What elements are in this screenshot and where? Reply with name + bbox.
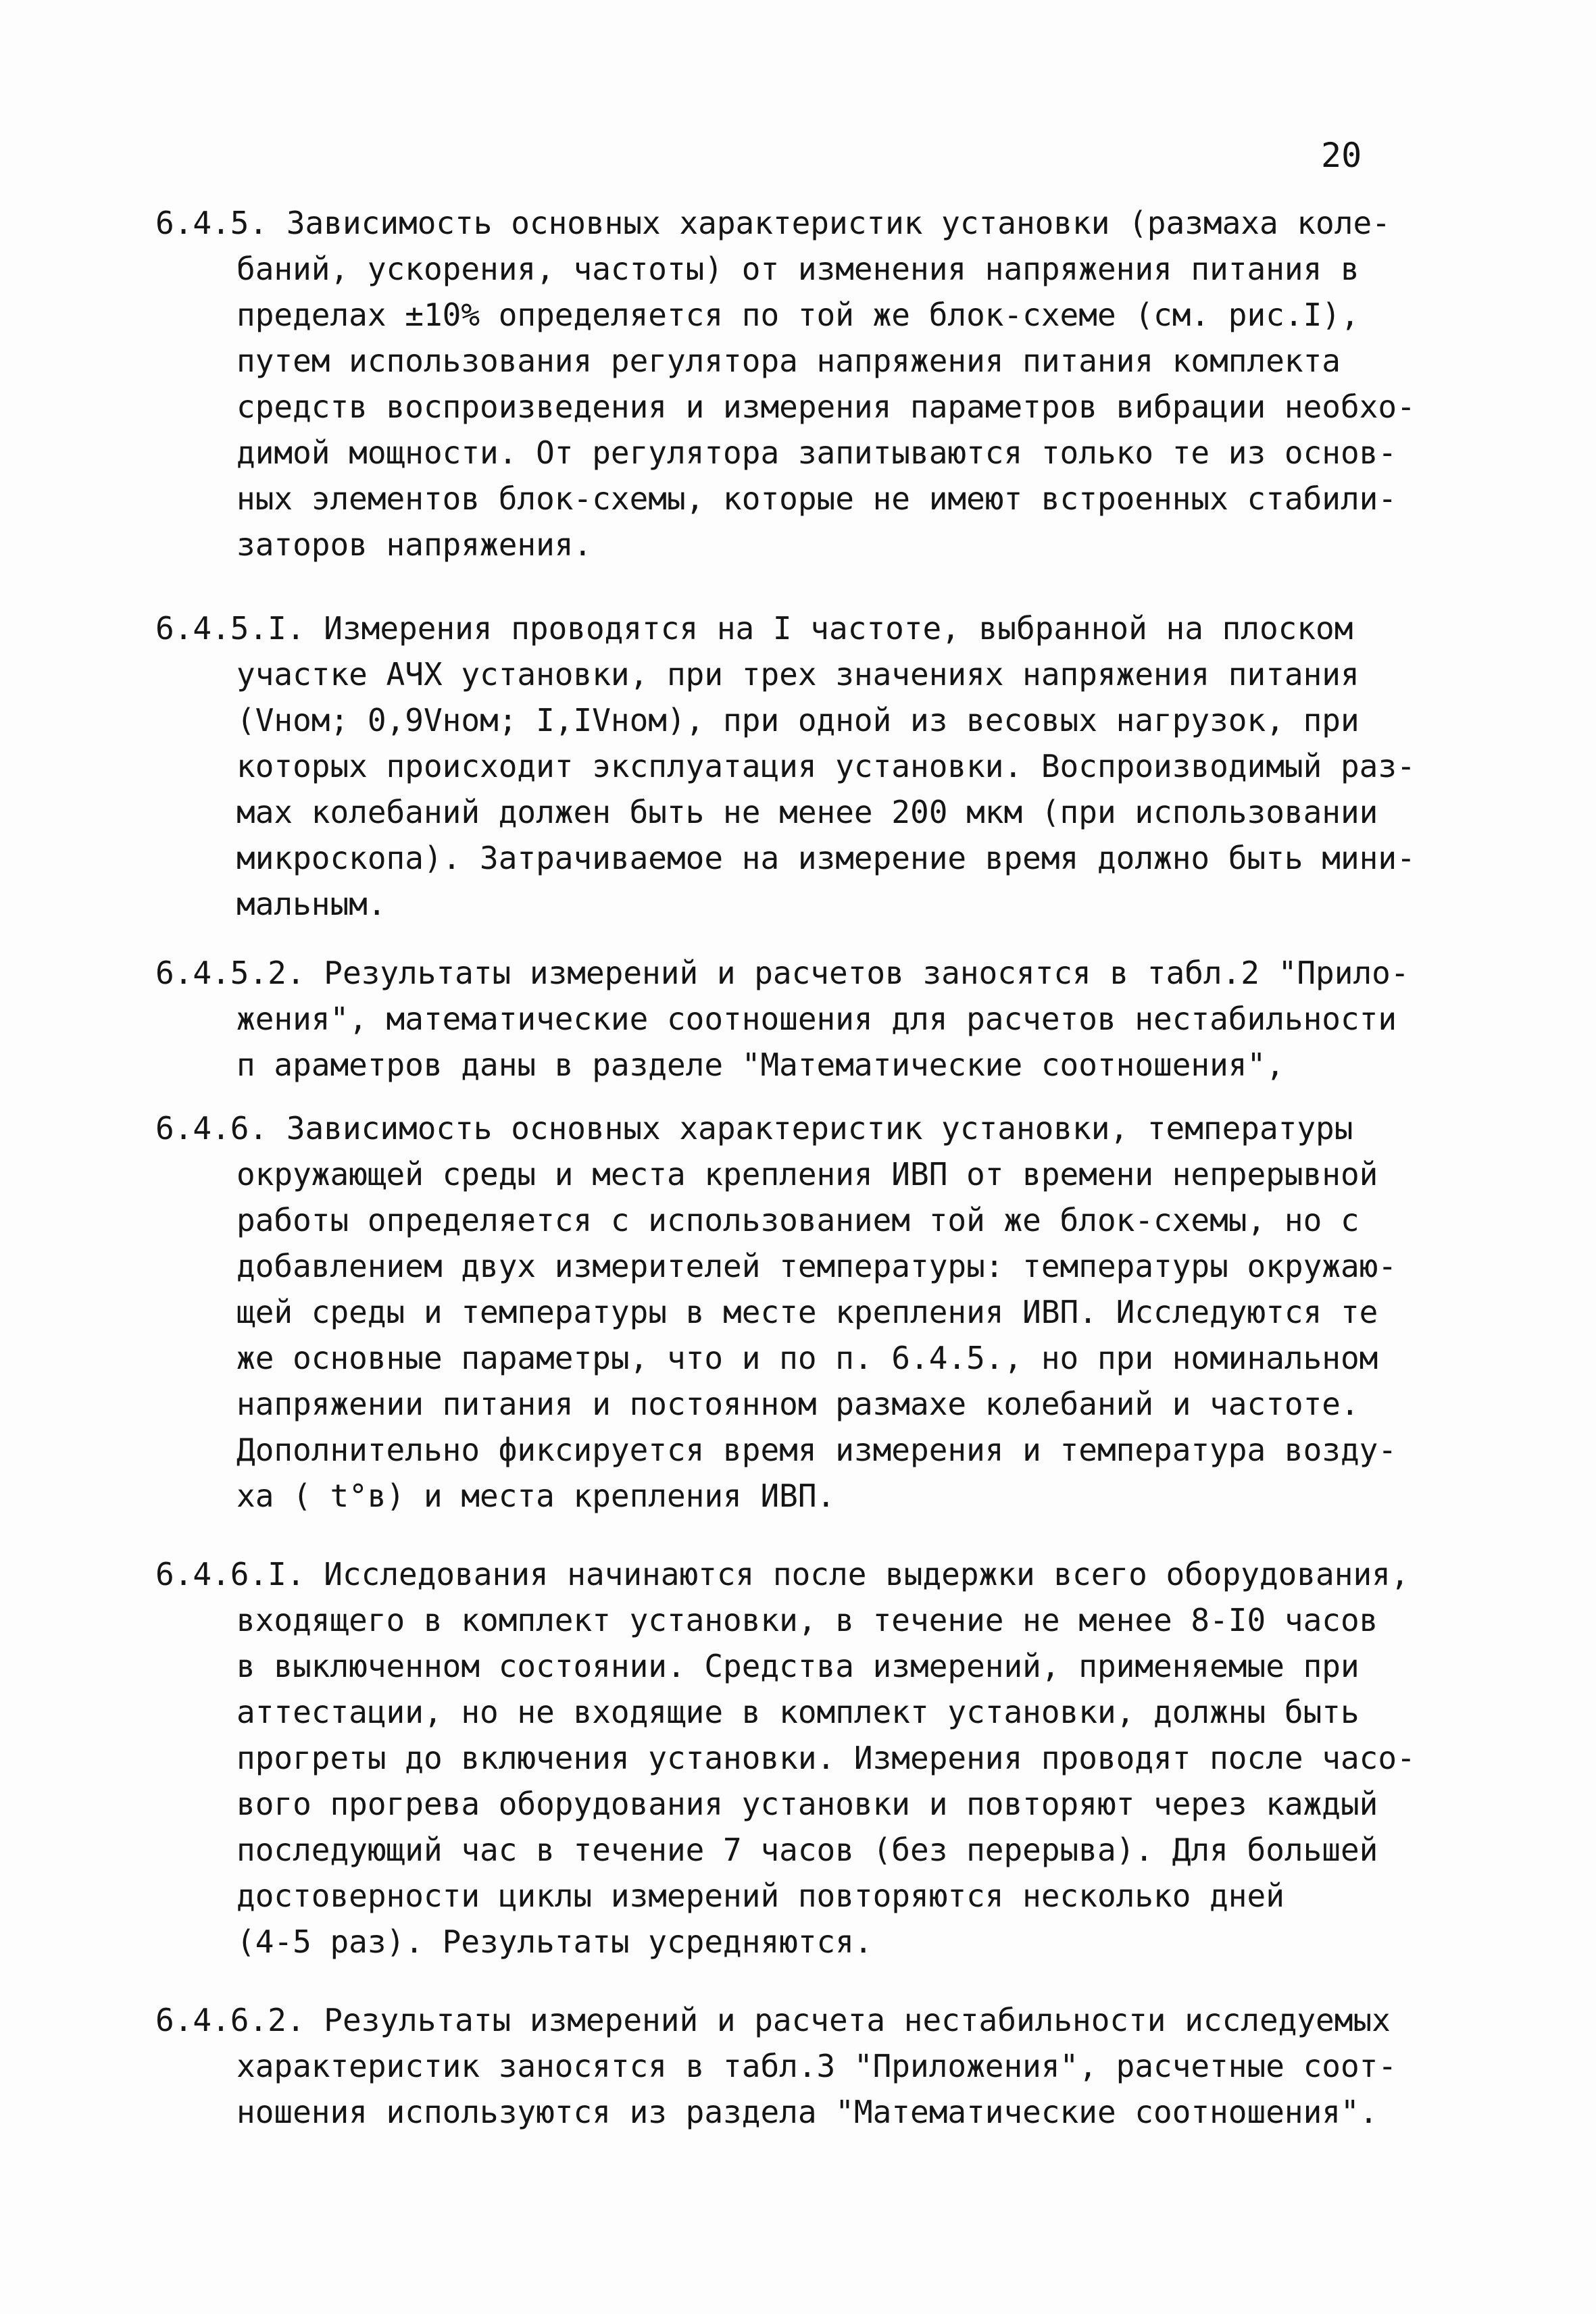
page-number: 20	[1321, 136, 1362, 175]
paragraph-line: щей среды и температуры в месте крепления ИВП. Исследуются те	[236, 1294, 1378, 1330]
paragraph-line: средств воспроизведения и измерения параметров вибрации необхо-	[236, 388, 1416, 425]
paragraph-line: добавлением двух измерителей температуры: температуры окружаю-	[236, 1248, 1397, 1284]
paragraph-line: участке АЧХ установки, при трех значениях напряжения питания	[236, 656, 1360, 693]
paragraph-line: ных элементов блок-схемы, которые не имеют встроенных стабили-	[236, 480, 1397, 517]
paragraph-line: ношения используются из раздела "Математические соотношения".	[236, 2094, 1378, 2130]
paragraph-line: которых происходит эксплуатация установки. Воспроизводимый раз-	[236, 748, 1416, 784]
paragraph-line: (Vном; 0,9Vном; I,IVном), при одной из весовых нагрузок, при	[236, 702, 1360, 738]
paragraph-line: димой мощности. От регулятора запитываются только те из основ-	[236, 434, 1397, 471]
paragraph-line: 6.4.6. Зависимость основных характеристик установки, температуры	[155, 1110, 1353, 1147]
paragraph-line: 6.4.5. Зависимость основных характеристик установки (размаха коле-	[155, 205, 1391, 241]
paragraph-line: пределах ±10% определяется по той же блок-схеме (см. рис.I),	[236, 297, 1360, 333]
paragraph-line: 6.4.6.2. Результаты измерений и расчета нестабильности исследуемых	[155, 2002, 1391, 2038]
paragraph-line: вого прогрева оборудования установки и повторяют через каждый	[236, 1786, 1378, 1822]
paragraph-line: мах колебаний должен быть не менее 200 мкм (при использовании	[236, 794, 1378, 830]
paragraph-line: окружающей среды и места крепления ИВП от времени непрерывной	[236, 1156, 1378, 1192]
paragraph-line: характеристик заносятся в табл.3 "Приложения", расчетные соот-	[236, 2048, 1397, 2084]
paragraph-line: (4-5 раз). Результаты усредняются.	[236, 1923, 873, 1960]
paragraph-line: аттестации, но не входящие в комплект установки, должны быть	[236, 1694, 1360, 1730]
paragraph-line: Дополнительно фиксируется время измерения и температура возду-	[236, 1432, 1397, 1468]
paragraph-line: последующий час в течение 7 часов (без перерыва). Для большей	[236, 1832, 1378, 1868]
paragraph-line: же основные параметры, что и по п. 6.4.5., но при номинальном	[236, 1340, 1378, 1376]
paragraph-line: 6.4.6.I. Исследования начинаются после выдержки всего оборудования,	[155, 1556, 1410, 1592]
paragraph-line: путем использования регулятора напряжения питания комплекта	[236, 343, 1341, 379]
paragraph-line: баний, ускорения, частоты) от изменения напряжения питания в	[236, 251, 1360, 287]
paragraph-line: напряжении питания и постоянном размахе колебаний и частоте.	[236, 1386, 1360, 1422]
paragraph-line: 6.4.5.2. Результаты измерений и расчетов заносятся в табл.2 "Прило-	[155, 955, 1410, 991]
paragraph-line: п араметров даны в разделе "Математические соотношения",	[236, 1047, 1285, 1083]
paragraph-line: мальным.	[236, 886, 386, 922]
paragraph-line: заторов напряжения.	[236, 526, 593, 563]
paragraph-line: 6.4.5.I. Измерения проводятся на I частоте, выбранной на плоском	[155, 610, 1353, 647]
paragraph-line: ха ( t°в) и места крепления ИВП.	[236, 1478, 836, 1514]
paragraph-line: входящего в комплект установки, в течение не менее 8-I0 часов	[236, 1602, 1378, 1638]
paragraph-line: микроскопа). Затрачиваемое на измерение время должно быть мини-	[236, 840, 1416, 876]
paragraph-line: жения", математические соотношения для расчетов нестабильности	[236, 1001, 1397, 1037]
paragraph-line: работы определяется с использованием той же блок-схемы, но с	[236, 1202, 1360, 1238]
paragraph-line: в выключенном состоянии. Средства измерений, применяемые при	[236, 1648, 1360, 1684]
paragraph-line: прогреты до включения установки. Измерения проводят после часо-	[236, 1740, 1416, 1776]
paragraph-line: достоверности циклы измерений повторяются несколько дней	[236, 1878, 1285, 1914]
